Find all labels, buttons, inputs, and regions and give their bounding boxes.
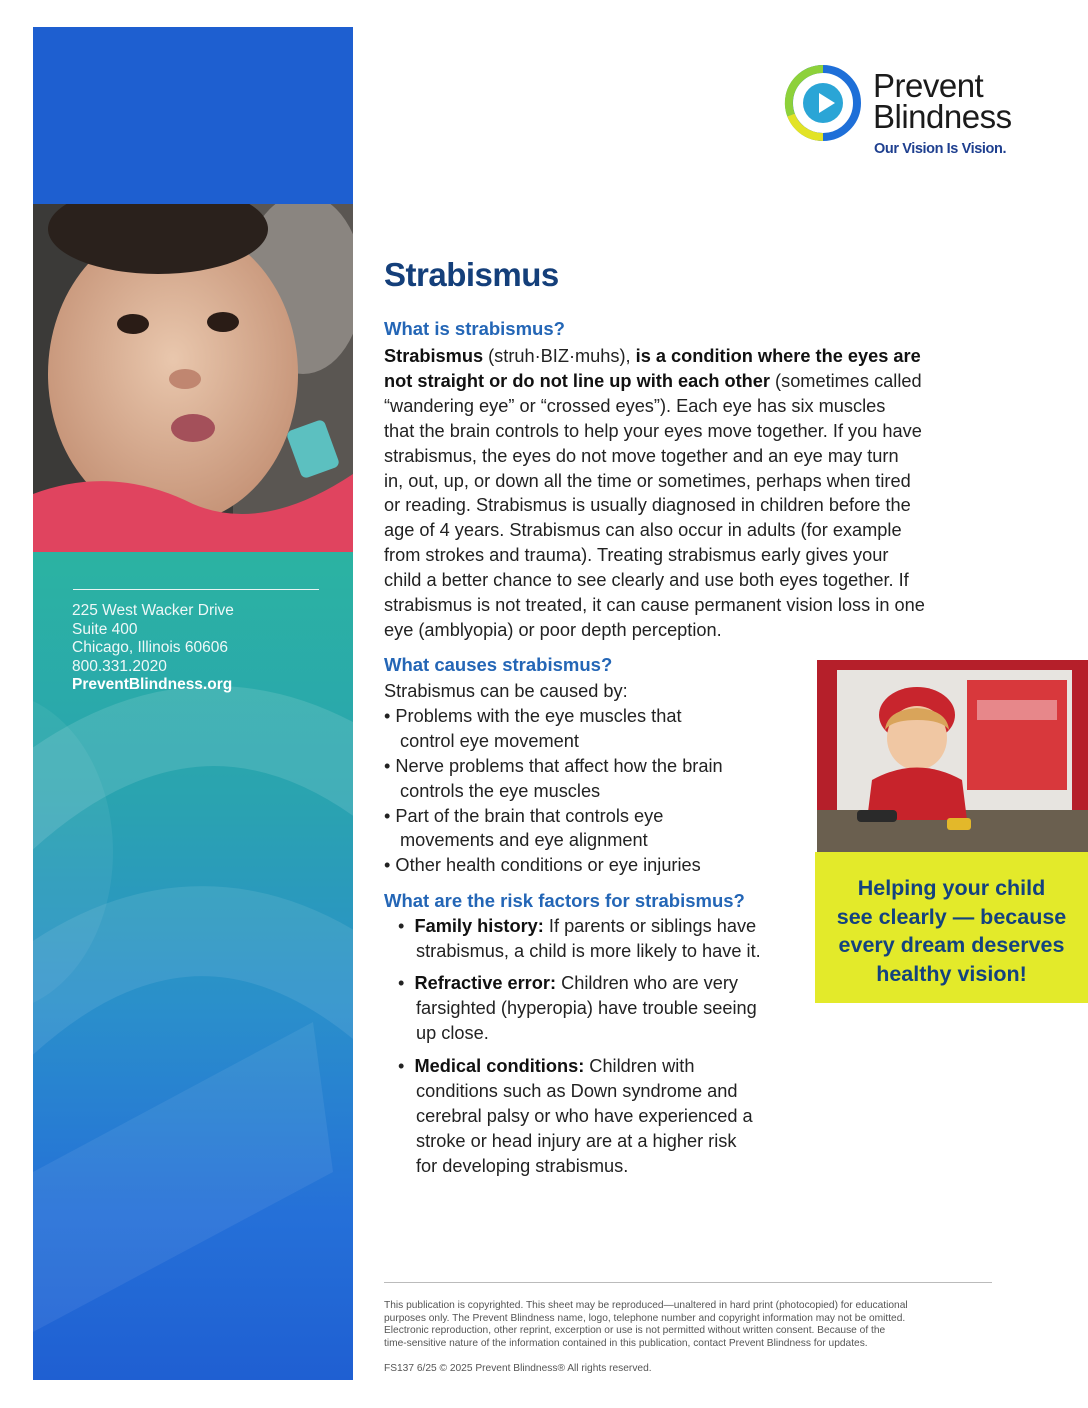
- risk-item-line: • Family history: If parents or siblings have: [398, 916, 757, 936]
- risk-text: Children with: [584, 1056, 695, 1076]
- definition-bold-2: not straight or do not line up with each other: [384, 370, 770, 391]
- risk-item-line: conditions such as Down syndrome and: [416, 1080, 738, 1101]
- body-line: “wandering eye” or “crossed eyes”). Each eye has six muscles: [384, 395, 886, 416]
- list-item: • Part of the brain that controls eye: [384, 805, 664, 826]
- risk-text: If parents or siblings have: [543, 916, 757, 936]
- callout-text: [815, 874, 1088, 988]
- term-strabismus: Strabismus: [384, 346, 484, 366]
- address-phone: 800.331.2020: [72, 657, 167, 675]
- definition-bold-1: is a condition where the eyes are: [635, 346, 921, 366]
- brand-name-line2: Blindness: [873, 98, 1012, 135]
- callout-line: see clearly — because: [836, 904, 1067, 929]
- address-city: Chicago, Illinois 60606: [72, 639, 228, 656]
- risk-term: Refractive error:: [414, 973, 557, 993]
- section-heading-what-is: What is strabismus?: [384, 318, 565, 339]
- risk-item-line: up close.: [416, 1022, 489, 1043]
- brand-tagline: Our Vision Is Vision.: [874, 141, 1007, 157]
- risk-term: Medical conditions:: [414, 1056, 585, 1076]
- document-id: FS137 6/25 © 2025 Prevent Blindness® All rights reserved.: [384, 1363, 652, 1374]
- list-item-continued: movements and eye alignment: [400, 830, 648, 851]
- body-line: or reading. Strabismus is usually diagnosed in children before the: [384, 495, 911, 516]
- section-heading-causes: What causes strabismus?: [384, 654, 613, 675]
- copyright-line: time-sensitive nature of the information contained in this publication, contact Prevent Blindness for updates.: [384, 1337, 868, 1349]
- address-suite: Suite 400: [72, 620, 138, 638]
- risk-item-line: • Refractive error: Children who are very: [398, 973, 738, 993]
- body-line: age of 4 years. Strabismus can also occur in adults (for example: [384, 520, 902, 541]
- body-line: strabismus, the eyes do not move together and an eye may turn: [384, 445, 899, 466]
- risk-item-medical-conditions: [398, 1054, 753, 1179]
- body-line: from strokes and trauma). Treating strabismus early gives your: [384, 545, 889, 566]
- risk-item-refractive-error: [398, 971, 757, 1046]
- risk-item-line: stroke or head injury are at a higher risk: [416, 1130, 737, 1151]
- risk-term: Family history:: [414, 916, 544, 936]
- eye-logo-icon: [783, 63, 867, 147]
- risk-item-line: • Medical conditions: Children with: [398, 1056, 695, 1076]
- list-item: • Other health conditions or eye injuries: [384, 855, 701, 876]
- baby-photo: [33, 204, 353, 552]
- body-line: [384, 369, 984, 394]
- risk-item-line: for developing strabismus.: [416, 1155, 629, 1176]
- address-street: 225 West Wacker Drive: [72, 602, 234, 619]
- callout-box: [815, 852, 1088, 1003]
- pronunciation: (struh·BIZ·muhs),: [483, 346, 636, 366]
- copyright-line: Electronic reproduction, other reprint, excerption or use is not permitted without written consent. Because of the: [384, 1325, 886, 1337]
- risk-item-family-history: [398, 914, 761, 964]
- body-line: [384, 344, 984, 369]
- section-body-what-is: [384, 344, 984, 643]
- list-item-continued: controls the eye muscles: [400, 780, 601, 801]
- callout-line: healthy vision!: [876, 961, 1027, 986]
- list-item: • Nerve problems that affect how the brain: [384, 755, 723, 776]
- section-heading-risk-factors: What are the risk factors for strabismus?: [384, 890, 745, 911]
- list-item-continued: control eye movement: [400, 730, 579, 751]
- copyright-line: This publication is copyrighted. This sheet may be reproduced—unaltered in hard print (photocopied) for educational: [384, 1300, 908, 1311]
- causes-intro: Strabismus can be caused by:: [384, 681, 628, 701]
- body-line: that the brain controls to help your eyes move together. If you have: [384, 420, 922, 441]
- risk-text: Children who are very: [556, 973, 738, 993]
- body-line: strabismus is not treated, it can cause permanent vision loss in one: [384, 595, 925, 616]
- definition-rest: (sometimes called: [769, 370, 922, 391]
- page-title: Strabismus: [384, 256, 559, 293]
- body-line: child a better chance to see clearly and use both eyes together. If: [384, 570, 909, 591]
- list-item: • Problems with the eye muscles that: [384, 705, 682, 726]
- callout-line: every dream deserves: [838, 933, 1065, 957]
- copyright-line: purposes only. The Prevent Blindness name, logo, telephone number and copyright information may not be omitted.: [384, 1312, 906, 1324]
- body-line: in, out, up, or down all the time or sometimes, perhaps when tired: [384, 470, 911, 491]
- sidebar-top-band: [33, 27, 353, 204]
- footer-divider: [384, 1282, 992, 1283]
- sidebar-divider: [73, 589, 319, 590]
- child-playing-photo: [817, 660, 1088, 852]
- risk-item-line: farsighted (hyperopia) have trouble seeing: [416, 997, 757, 1018]
- risk-item-line: strabismus, a child is more likely to have it.: [416, 940, 761, 961]
- callout-line: Helping your child: [857, 876, 1046, 900]
- brand-name-line1: Prevent: [873, 67, 984, 104]
- sidebar-gradient-panel: [33, 552, 353, 1380]
- causes-list: [384, 679, 723, 878]
- brand-wordmark: [873, 67, 1012, 135]
- copyright-notice: [384, 1300, 908, 1350]
- risk-item-line: cerebral palsy or who have experienced a: [416, 1105, 753, 1126]
- address-website[interactable]: PreventBlindness.org: [72, 676, 233, 693]
- body-line: eye (amblyopia) or poor depth perception.: [384, 619, 722, 640]
- contact-address: [72, 602, 234, 695]
